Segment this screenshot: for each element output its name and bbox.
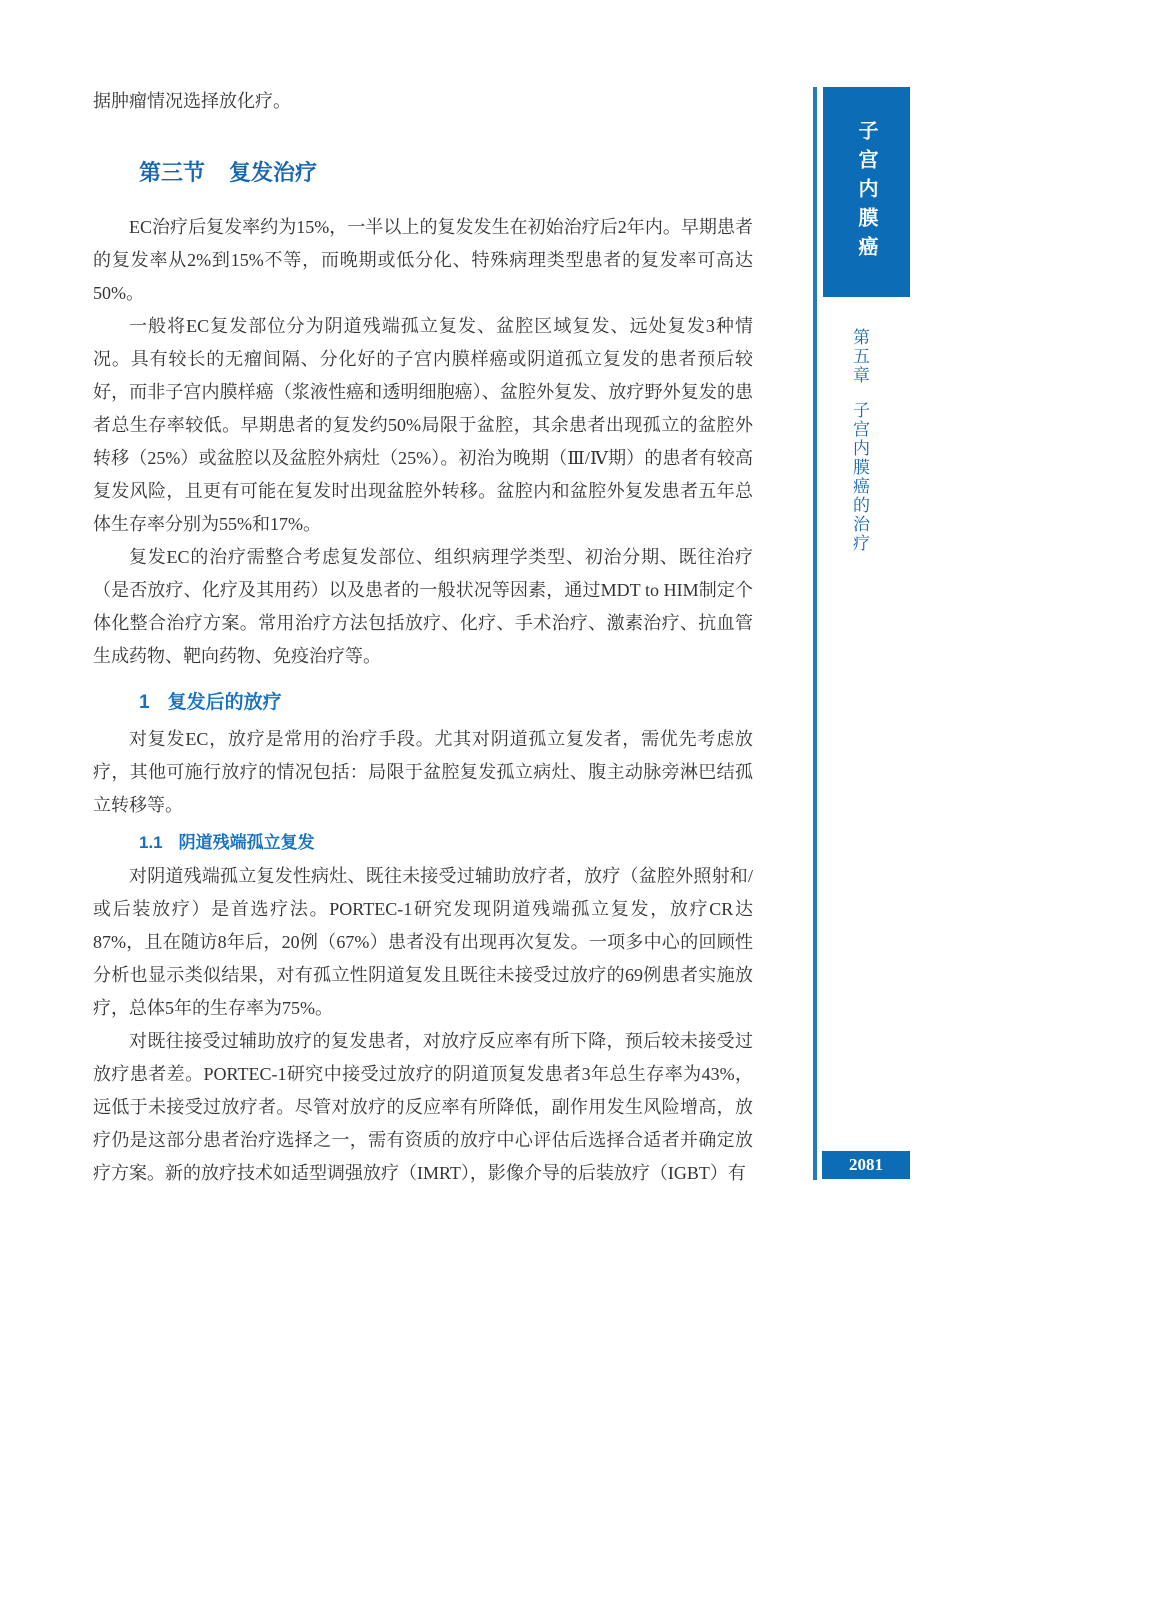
- chapter-number-label: 第五章: [850, 328, 869, 385]
- chapter-title-label: 子宫内膜癌的治疗: [850, 401, 869, 553]
- subsection-1-1-title: 阴道残端孤立复发: [178, 833, 315, 852]
- paragraph: 对既往接受过辅助放疗的复发患者，对放疗反应率有所下降，预后较未接受过放疗患者差。PORTEC-1研究中接受过放疗的阴道顶复发患者3年总生存率为43%，远低于未接受过放疗者。尽管对放疗的反应率有所降低，副作用发生风险增高，放疗仍是这部分患者治疗选择之一，需有资质的放疗中心评估后选择合适者并确定放疗方案。新的放疗技术如适型调强放疗（IMRT），影像介导的后装放疗（IGBT）有: [93, 1031, 753, 1183]
- page-number: 2081: [849, 1155, 883, 1174]
- paragraph: 复发EC的治疗需整合考虑复发部位、组织病理学类型、初治分期、既往治疗（是否放疗、化疗及其用药）以及患者的一般状况等因素，通过MDT to HIM制定个体化整合治疗方案。常用治疗方法包括放疗、化疗、手术治疗、激素治疗、抗血管生成药物、靶向药物、免疫治疗等。: [93, 547, 753, 666]
- subsection-1-label: 1: [139, 692, 150, 713]
- sidebar-rule: [813, 87, 817, 1180]
- paragraph: 对阴道残端孤立复发性病灶、既往未接受过辅助放疗者，放疗（盆腔外照射和/或后装放疗）是首选疗法。PORTEC-1研究发现阴道残端孤立复发，放疗CR达87%，且在随访8年后，20例（67%）患者没有出现再次复发。一项多中心的回顾性分析也显示类似结果，对有孤立性阴道复发且既往未接受过放疗的69例患者实施放疗，总体5年的生存率为75%。: [93, 866, 753, 1018]
- sidebar-tab-label: 子宫内膜癌: [855, 119, 877, 265]
- section-title: 复发治疗: [229, 160, 318, 185]
- subsection-1-1-heading: [139, 830, 753, 856]
- subsection-1-heading: [139, 689, 753, 717]
- paragraph: 一般将EC复发部位分为阴道残端孤立复发、盆腔区域复发、远处复发3种情况。具有较长的无瘤间隔、分化好的子宫内膜样癌或阴道孤立复发的患者预后较好，而非子宫内膜样癌（浆液性癌和透明细胞癌）、盆腔外复发、放疗野外复发的患者总生存率较低。早期患者的复发约50%局限于盆腔，其余患者出现孤立的盆腔外转移（25%）或盆腔以及盆腔外病灶（25%）。初治为晚期（Ⅲ/Ⅳ期）的患者有较高复发风险，且更有可能在复发时出现盆腔外转移。盆腔内和盆腔外复发患者五年总体生存率分别为55%和17%。: [93, 316, 753, 534]
- lead-paragraph: 据肿瘤情况选择放化疗。: [93, 91, 291, 111]
- main-text-column: [93, 85, 753, 1190]
- subsection-1-title: 复发后的放疗: [167, 692, 282, 713]
- section-heading: [139, 158, 753, 188]
- section-label: 第三节: [139, 160, 206, 185]
- sidebar-chapter-tab: [823, 87, 910, 297]
- sidebar-chapter-caption: [847, 328, 872, 553]
- paragraph: EC治疗后复发率约为15%，一半以上的复发发生在初始治疗后2年内。早期患者的复发率从2%到15%不等，而晚期或低分化、特殊病理类型患者的复发率可高达50%。: [93, 217, 753, 303]
- page-number-badge: [822, 1151, 910, 1179]
- subsection-1-1-label: 1.1: [139, 833, 163, 852]
- paragraph: 对复发EC，放疗是常用的治疗手段。尤其对阴道孤立复发者，需优先考虑放疗，其他可施行放疗的情况包括：局限于盆腔复发孤立病灶、腹主动脉旁淋巴结孤立转移等。: [93, 729, 753, 815]
